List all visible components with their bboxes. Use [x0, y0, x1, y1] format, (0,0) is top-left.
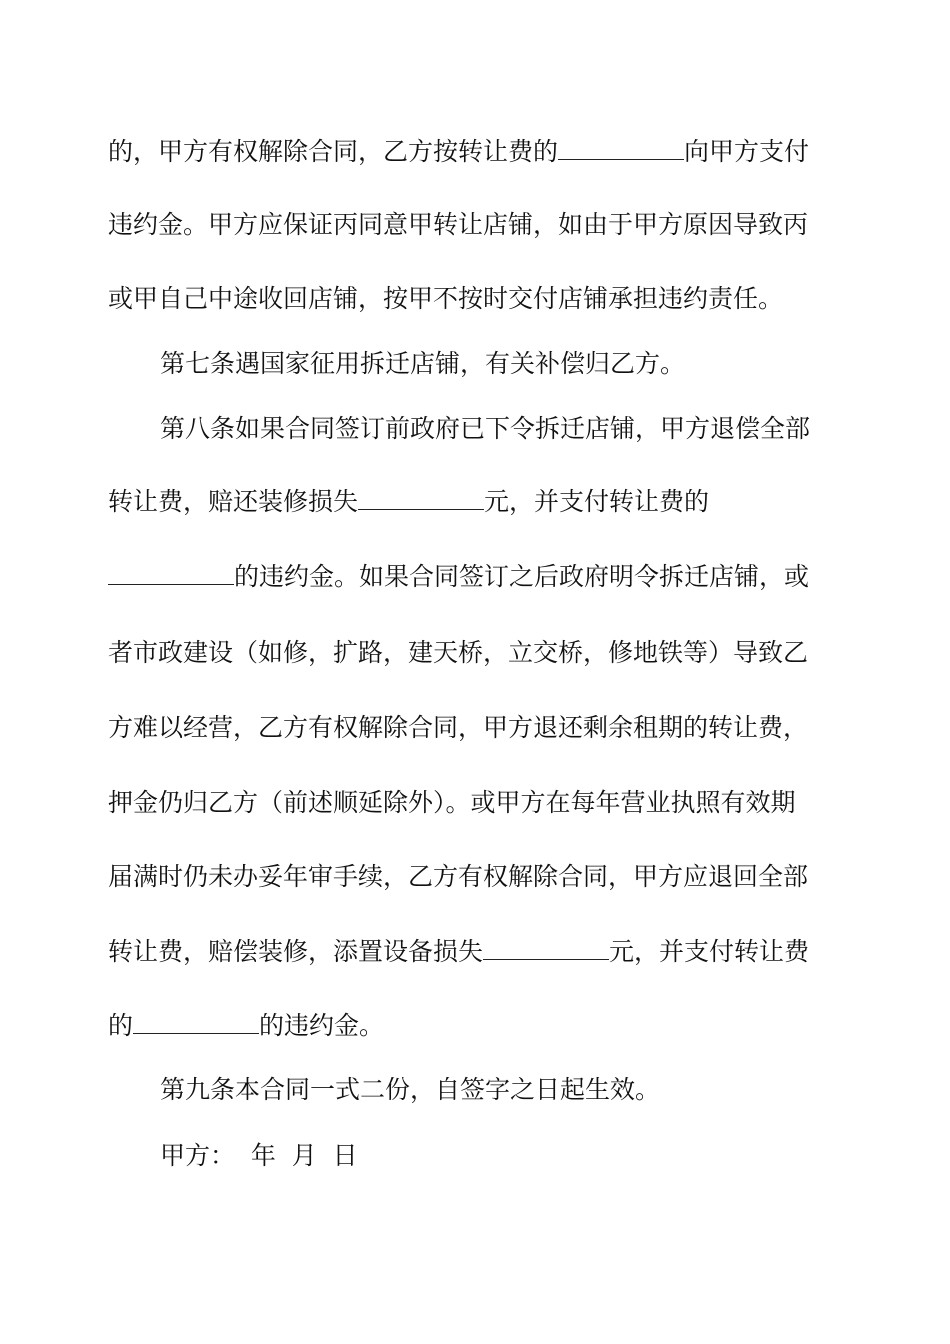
fill-blank [133, 1007, 259, 1034]
text-segment: 者市政建设（如修，扩路，建天桥，立交桥，修地铁等）导致乙 [108, 638, 809, 667]
text-segment: 的违约金。如果合同签订之后政府明令拆迁店铺，或 [234, 562, 810, 591]
text-segment: 违约金。甲方应保证丙同意甲转让店铺，如由于甲方原因导致丙 [108, 210, 809, 239]
text-segment: 第八条如果合同签订前政府已下令拆迁店铺，甲方退偿全部 [160, 414, 811, 443]
text-segment: 的，甲方有权解除合同，乙方按转让费的 [108, 137, 559, 166]
text-line [108, 205, 808, 245]
text-line [108, 279, 783, 319]
text-segment: 第九条本合同一式二份，自签字之日起生效。 [160, 1075, 661, 1104]
text-segment: 向甲方支付 [684, 137, 810, 166]
signature-date-label: 甲方： 年 月 日 [160, 1141, 358, 1170]
text-segment: 的 [108, 1011, 134, 1040]
text-line [108, 708, 808, 748]
text-segment: 或甲自己中途收回店铺，按甲不按时交付店铺承担违约责任。 [108, 284, 784, 313]
text-line [160, 409, 810, 449]
text-line [160, 344, 685, 384]
text-line [108, 857, 808, 897]
text-segment: 元，并支付转让费 [609, 937, 810, 966]
text-line [108, 132, 809, 172]
text-segment: 元，并支付转让费的 [484, 487, 710, 516]
text-segment: 转让费，赔还装修损失 [108, 487, 359, 516]
fill-blank [483, 933, 609, 960]
text-line [108, 633, 808, 673]
text-segment: 转让费，赔偿装修，添置设备损失 [108, 937, 484, 966]
text-segment: 第七条遇国家征用拆迁店铺，有关补偿归乙方。 [160, 349, 686, 378]
fill-blank [558, 133, 684, 160]
text-line [160, 1070, 660, 1110]
text-line [108, 482, 709, 522]
text-line [108, 932, 809, 972]
text-line [108, 783, 796, 823]
text-line [108, 557, 809, 597]
text-segment: 押金仍归乙方（前述顺延除外）。或甲方在每年营业执照有效期 [108, 788, 796, 817]
signature-line [160, 1136, 358, 1176]
text-line [108, 1006, 384, 1046]
text-segment: 方难以经营，乙方有权解除合同，甲方退还剩余租期的转让费， [108, 713, 809, 742]
text-segment: 的违约金。 [259, 1011, 385, 1040]
fill-blank [358, 483, 484, 510]
fill-blank [108, 558, 234, 585]
text-segment: 届满时仍未办妥年审手续，乙方有权解除合同，甲方应退回全部 [108, 862, 809, 891]
